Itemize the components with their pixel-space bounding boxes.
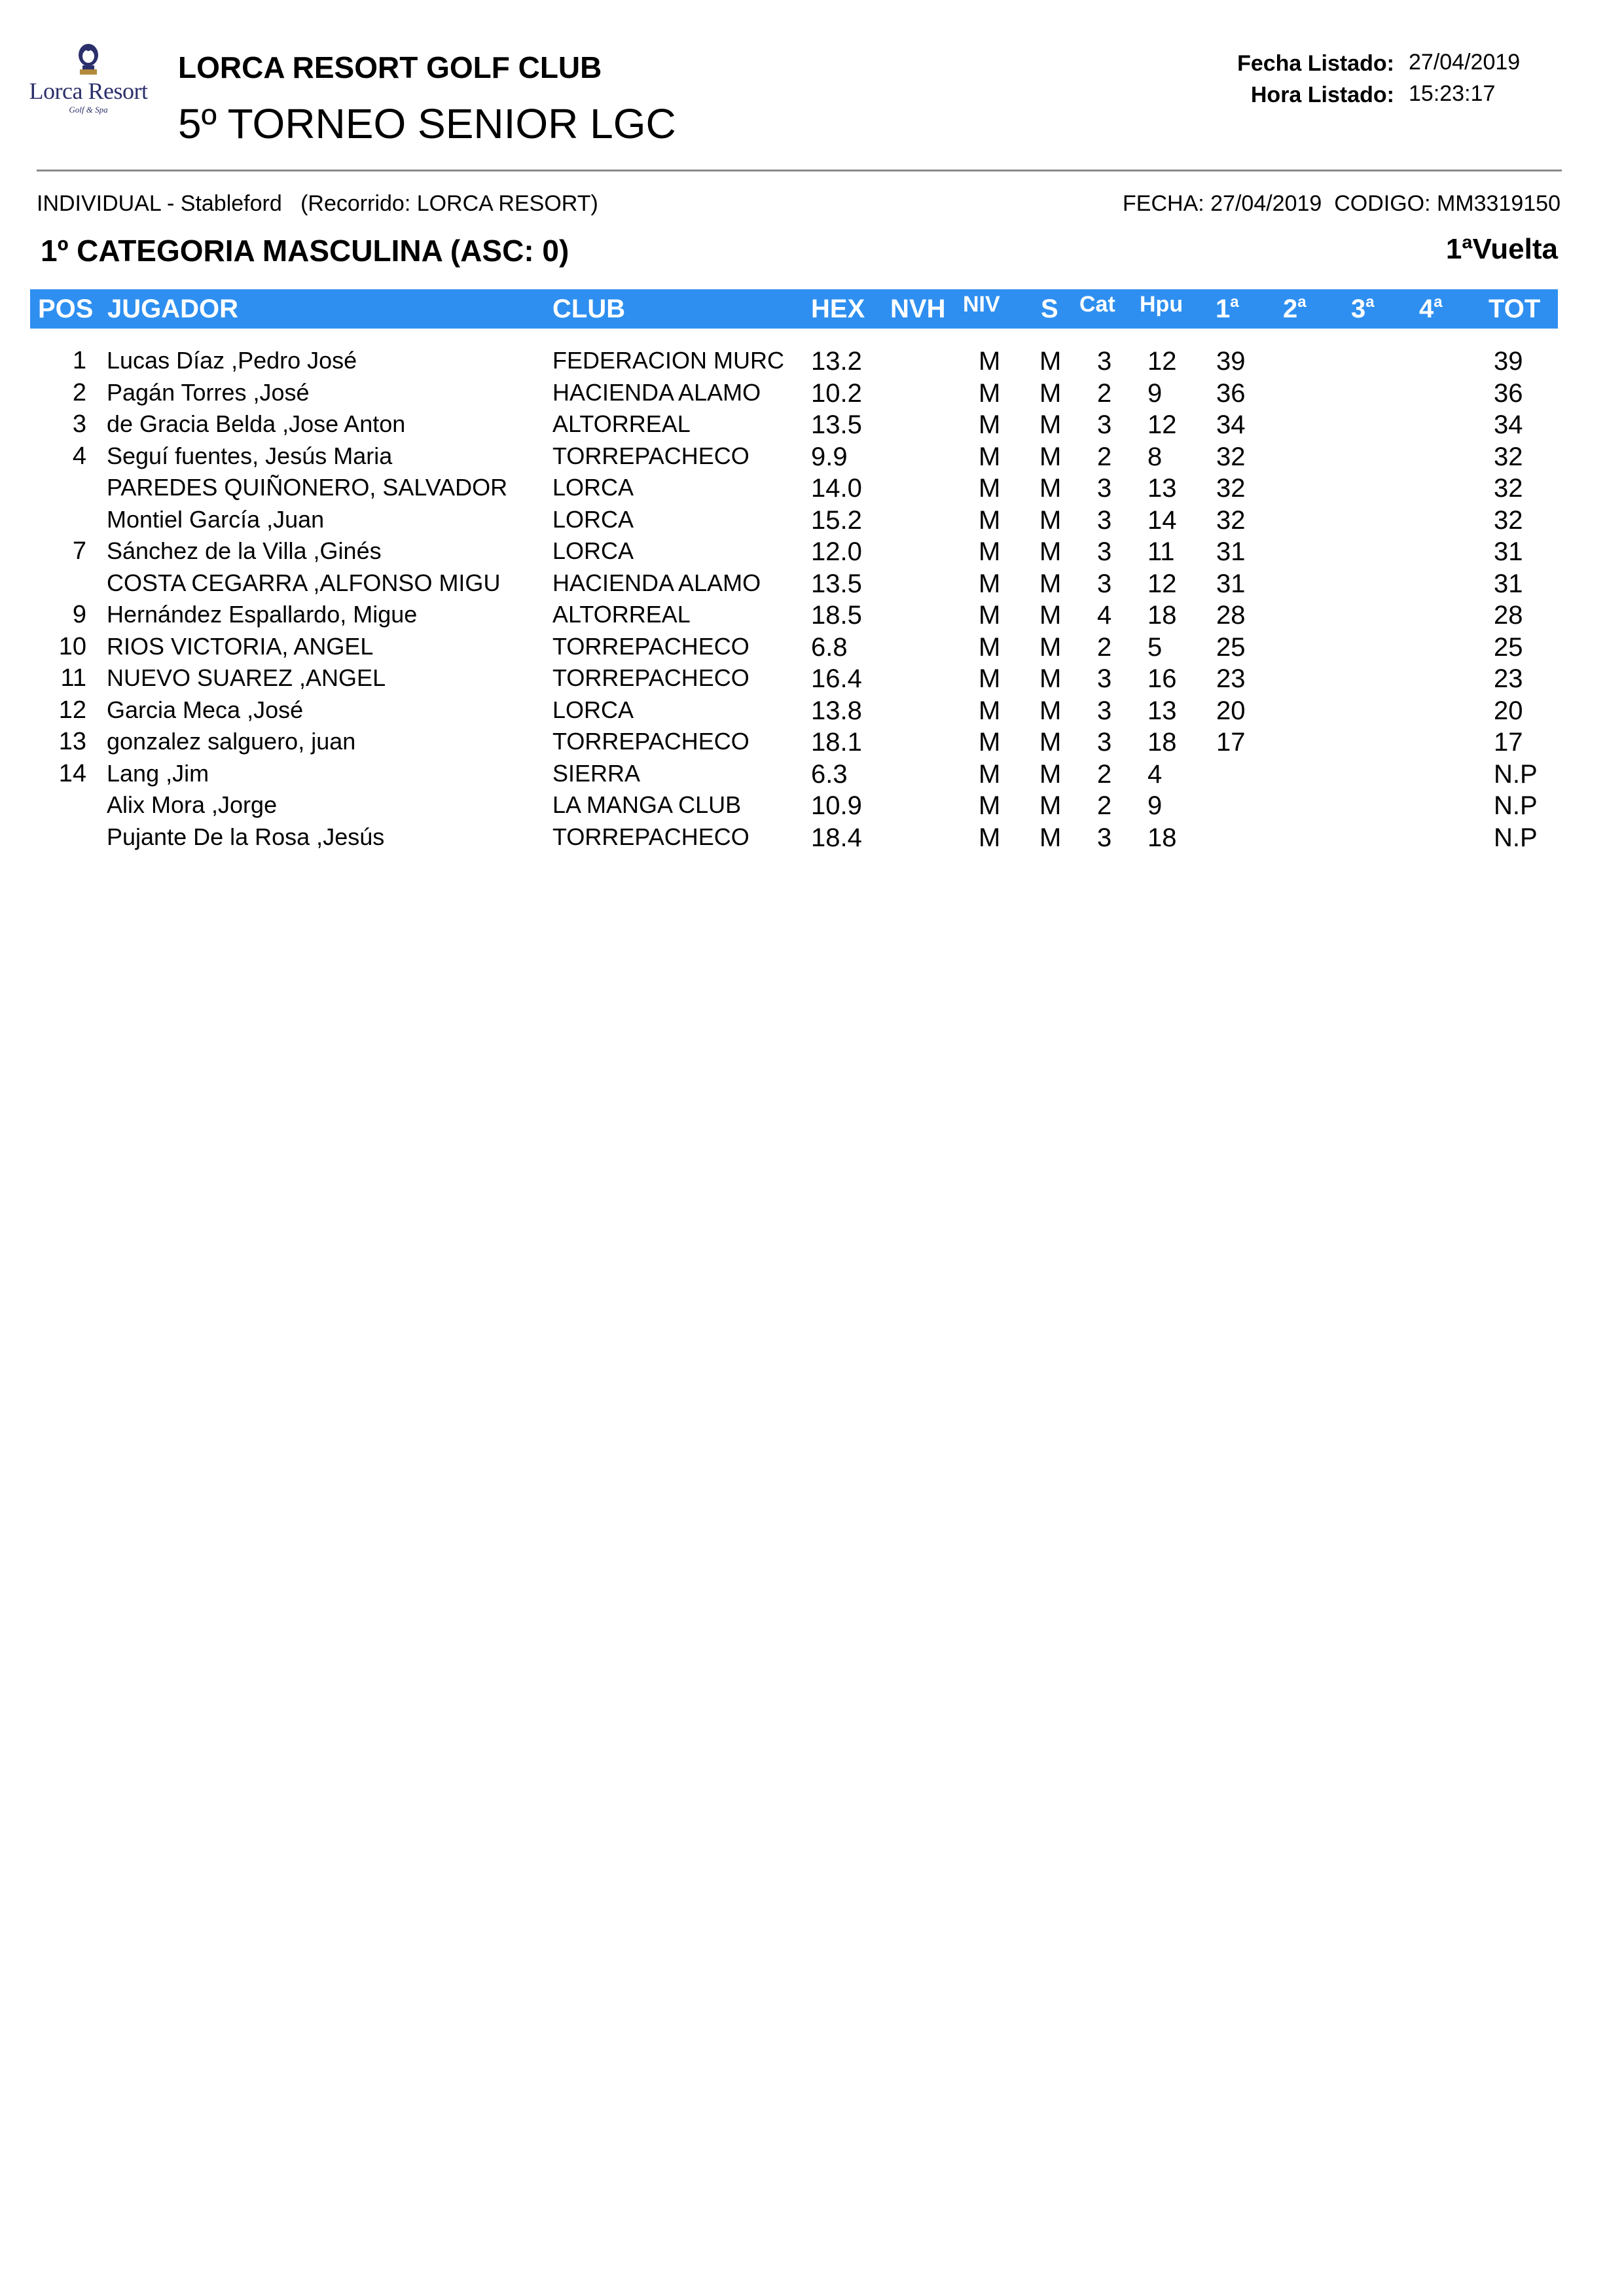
total-cell: 20 xyxy=(1494,696,1523,725)
hpu-cell: 13 xyxy=(1147,696,1177,725)
total-cell: 32 xyxy=(1494,505,1523,535)
s-cell: M xyxy=(1039,442,1062,471)
player-club: TORREPACHECO xyxy=(552,442,749,469)
col-niv: NIV xyxy=(963,292,1000,317)
hora-listado-label: Hora Listado: xyxy=(1250,82,1394,107)
player-name: Alix Mora ,Jorge xyxy=(107,791,278,818)
hpu-cell: 5 xyxy=(1147,632,1163,662)
niv-cell: M xyxy=(979,347,1001,376)
hpu-cell: 4 xyxy=(1147,759,1163,789)
hpu-cell: 13 xyxy=(1147,474,1177,503)
niv-cell: M xyxy=(979,759,1001,789)
s-cell: M xyxy=(1039,696,1062,725)
round-1-cell: 32 xyxy=(1216,505,1246,535)
col-round-3-ord: a xyxy=(1365,293,1375,311)
pos-cell: 9 xyxy=(72,601,86,628)
player-name: PAREDES QUIÑONERO, SALVADOR xyxy=(107,474,508,501)
table-row xyxy=(0,823,1624,855)
total-cell: N.P xyxy=(1494,759,1538,789)
col-round-4 xyxy=(1419,295,1443,324)
col-round-1 xyxy=(1216,295,1239,324)
hpu-cell: 16 xyxy=(1147,664,1177,693)
niv-cell: M xyxy=(979,442,1001,471)
player-name: Hernández Espallardo, Migue xyxy=(107,601,418,628)
niv-cell: M xyxy=(979,505,1001,535)
round-1-cell: 20 xyxy=(1216,696,1246,725)
total-cell: 28 xyxy=(1494,601,1523,630)
hpu-cell: 12 xyxy=(1147,569,1177,598)
s-cell: M xyxy=(1039,759,1062,789)
total-cell: 34 xyxy=(1494,410,1523,439)
cat-cell: 3 xyxy=(1097,537,1112,566)
col-round-2 xyxy=(1283,295,1307,324)
table-row xyxy=(0,569,1624,601)
hex-cell: 10.2 xyxy=(811,378,862,408)
s-cell: M xyxy=(1039,474,1062,503)
col-nvh: NVH xyxy=(890,295,946,323)
hex-cell: 6.8 xyxy=(811,632,848,662)
table-row xyxy=(0,506,1624,538)
cat-cell: 3 xyxy=(1097,696,1112,725)
hpu-cell: 9 xyxy=(1147,791,1163,820)
player-name: Seguí fuentes, Jesús Maria xyxy=(107,442,393,469)
hpu-cell: 18 xyxy=(1147,823,1177,852)
col-round-4-ord: a xyxy=(1434,293,1443,311)
player-club: ALTORREAL xyxy=(552,410,691,437)
total-cell: 25 xyxy=(1494,632,1523,662)
player-club: TORREPACHECO xyxy=(552,823,749,850)
pos-cell: 7 xyxy=(72,537,86,565)
hex-cell: 13.5 xyxy=(811,569,862,598)
hex-cell: 12.0 xyxy=(811,537,862,566)
table-row xyxy=(0,474,1624,506)
player-club: FEDERACION MURC xyxy=(552,347,785,374)
col-s: S xyxy=(1041,295,1058,323)
column-header-band xyxy=(30,289,1558,329)
hora-listado-value: 15:23:17 xyxy=(1409,81,1496,106)
total-cell: 17 xyxy=(1494,728,1523,757)
player-name: Pagán Torres ,José xyxy=(107,378,310,406)
player-name: de Gracia Belda ,Jose Anton xyxy=(107,410,406,437)
hex-cell: 18.1 xyxy=(811,728,862,757)
hpu-cell: 18 xyxy=(1147,728,1177,757)
player-name: RIOS VICTORIA, ANGEL xyxy=(107,632,374,660)
cat-cell: 3 xyxy=(1097,728,1112,757)
hpu-cell: 8 xyxy=(1147,442,1163,471)
s-cell: M xyxy=(1039,728,1062,757)
competition-format: INDIVIDUAL - Stableford (Recorrido: LORCA RESORT) xyxy=(37,191,598,216)
table-row xyxy=(0,442,1624,475)
pos-cell: 12 xyxy=(58,696,86,724)
player-club: SIERRA xyxy=(552,759,641,787)
total-cell: 23 xyxy=(1494,664,1523,693)
col-jugador: JUGADOR xyxy=(107,295,239,323)
table-row xyxy=(0,537,1624,569)
niv-cell: M xyxy=(979,696,1001,725)
pos-cell: 14 xyxy=(58,759,86,787)
hex-cell: 18.5 xyxy=(811,601,862,630)
hex-cell: 14.0 xyxy=(811,474,862,503)
round-1-cell: 32 xyxy=(1216,474,1246,503)
round-label: 1ªVuelta xyxy=(1445,233,1558,265)
hpu-cell: 11 xyxy=(1147,537,1175,566)
round-1-cell: 36 xyxy=(1216,378,1246,408)
cat-cell: 2 xyxy=(1097,632,1112,662)
round-1-cell: 28 xyxy=(1216,601,1246,630)
player-club: TORREPACHECO xyxy=(552,632,749,660)
club-logo xyxy=(26,41,151,113)
cat-cell: 3 xyxy=(1097,410,1112,439)
fecha-listado-value: 27/04/2019 xyxy=(1409,50,1521,75)
round-1-cell: 31 xyxy=(1216,537,1246,566)
col-round-2-num: 2 xyxy=(1283,295,1298,323)
hex-cell: 15.2 xyxy=(811,505,862,535)
pos-cell: 1 xyxy=(72,347,86,374)
pos-cell: 13 xyxy=(58,728,86,755)
player-name: Lang ,Jim xyxy=(107,759,209,787)
table-row xyxy=(0,633,1624,665)
round-1-cell: 31 xyxy=(1216,569,1246,598)
col-hex: HEX xyxy=(811,295,865,323)
cat-cell: 4 xyxy=(1097,601,1112,630)
player-club: LORCA xyxy=(552,696,634,723)
col-round-4-num: 4 xyxy=(1419,295,1434,323)
player-name: COSTA CEGARRA ,ALFONSO MIGU xyxy=(107,569,501,596)
col-round-3 xyxy=(1351,295,1375,324)
s-cell: M xyxy=(1039,378,1062,408)
hpu-cell: 12 xyxy=(1147,347,1177,376)
cat-cell: 3 xyxy=(1097,505,1112,535)
niv-cell: M xyxy=(979,537,1001,566)
total-cell: 32 xyxy=(1494,442,1523,471)
col-cat: Cat xyxy=(1079,292,1115,317)
cat-cell: 2 xyxy=(1097,442,1112,471)
results-table xyxy=(0,347,1624,855)
player-name: Garcia Meca ,José xyxy=(107,696,304,723)
table-row xyxy=(0,791,1624,823)
round-1-cell: 23 xyxy=(1216,664,1246,693)
col-round-2-ord: a xyxy=(1297,293,1307,311)
round-1-cell: 34 xyxy=(1216,410,1246,439)
logo-name: Lorca Resort xyxy=(29,78,148,104)
total-cell: 31 xyxy=(1494,569,1523,598)
pos-cell: 3 xyxy=(72,410,86,438)
hpu-cell: 9 xyxy=(1147,378,1163,408)
cat-cell: 2 xyxy=(1097,378,1112,408)
player-name: NUEVO SUAREZ ,ANGEL xyxy=(107,664,386,691)
table-row xyxy=(0,696,1624,728)
player-name: Montiel García ,Juan xyxy=(107,505,325,533)
niv-cell: M xyxy=(979,474,1001,503)
col-hpu: Hpu xyxy=(1140,292,1183,317)
logo-subtitle: Golf & Spa xyxy=(69,105,108,115)
niv-cell: M xyxy=(979,791,1001,820)
table-row xyxy=(0,379,1624,411)
cat-cell: 2 xyxy=(1097,791,1112,820)
col-round-3-num: 3 xyxy=(1351,295,1366,323)
player-club: TORREPACHECO xyxy=(552,664,749,691)
s-cell: M xyxy=(1039,569,1062,598)
fecha-codigo: FECHA: 27/04/2019 CODIGO: MM3319150 xyxy=(1123,191,1561,216)
cat-cell: 3 xyxy=(1097,347,1112,376)
hex-cell: 18.4 xyxy=(811,823,862,852)
total-cell: 31 xyxy=(1494,537,1523,566)
fecha-listado-label: Fecha Listado: xyxy=(1237,51,1394,76)
niv-cell: M xyxy=(979,601,1001,630)
table-row xyxy=(0,664,1624,696)
round-1-cell: 32 xyxy=(1216,442,1246,471)
pos-cell: 2 xyxy=(72,378,86,406)
player-club: HACIENDA ALAMO xyxy=(552,569,761,596)
cat-cell: 3 xyxy=(1097,823,1112,852)
s-cell: M xyxy=(1039,601,1062,630)
table-row xyxy=(0,728,1624,760)
player-club: LORCA xyxy=(552,537,634,564)
table-row xyxy=(0,760,1624,792)
table-row xyxy=(0,410,1624,442)
header-divider xyxy=(37,170,1562,171)
player-name: Pujante De la Rosa ,Jesús xyxy=(107,823,385,850)
total-cell: 32 xyxy=(1494,474,1523,503)
s-cell: M xyxy=(1039,791,1062,820)
round-1-cell: 39 xyxy=(1216,347,1246,376)
player-club: HACIENDA ALAMO xyxy=(552,378,761,406)
niv-cell: M xyxy=(979,569,1001,598)
niv-cell: M xyxy=(979,378,1001,408)
col-round-1-ord: a xyxy=(1230,293,1239,311)
table-row xyxy=(0,347,1624,379)
player-club: LORCA xyxy=(552,505,634,533)
hex-cell: 13.5 xyxy=(811,410,862,439)
col-round-1-num: 1 xyxy=(1216,295,1231,323)
s-cell: M xyxy=(1039,632,1062,662)
cat-cell: 2 xyxy=(1097,759,1112,789)
round-1-cell: 25 xyxy=(1216,632,1246,662)
pos-cell: 4 xyxy=(72,442,86,470)
niv-cell: M xyxy=(979,632,1001,662)
golfer-emblem-icon xyxy=(72,41,105,79)
niv-cell: M xyxy=(979,823,1001,852)
hex-cell: 9.9 xyxy=(811,442,848,471)
club-name: LORCA RESORT GOLF CLUB xyxy=(178,50,602,84)
hex-cell: 10.9 xyxy=(811,791,862,820)
hpu-cell: 12 xyxy=(1147,410,1177,439)
hpu-cell: 14 xyxy=(1147,505,1177,535)
niv-cell: M xyxy=(979,728,1001,757)
pos-cell: 10 xyxy=(58,632,86,660)
s-cell: M xyxy=(1039,537,1062,566)
total-cell: N.P xyxy=(1494,791,1538,820)
s-cell: M xyxy=(1039,347,1062,376)
s-cell: M xyxy=(1039,410,1062,439)
round-1-cell: 17 xyxy=(1216,728,1246,757)
hex-cell: 13.8 xyxy=(811,696,862,725)
player-name: Lucas Díaz ,Pedro José xyxy=(107,347,357,374)
category-title: 1º CATEGORIA MASCULINA (ASC: 0) xyxy=(41,234,569,268)
cat-cell: 3 xyxy=(1097,664,1112,693)
player-club: LORCA xyxy=(552,474,634,501)
total-cell: 36 xyxy=(1494,378,1523,408)
hex-cell: 13.2 xyxy=(811,347,862,376)
niv-cell: M xyxy=(979,410,1001,439)
cat-cell: 3 xyxy=(1097,569,1112,598)
col-pos: POS xyxy=(38,295,94,323)
player-club: TORREPACHECO xyxy=(552,728,749,755)
player-club: LA MANGA CLUB xyxy=(552,791,742,818)
player-club: ALTORREAL xyxy=(552,601,691,628)
player-name: gonzalez salguero, juan xyxy=(107,728,356,755)
niv-cell: M xyxy=(979,664,1001,693)
table-row xyxy=(0,601,1624,633)
col-club: CLUB xyxy=(552,295,626,323)
hpu-cell: 18 xyxy=(1147,601,1177,630)
tournament-title: 5º TORNEO SENIOR LGC xyxy=(178,100,676,147)
col-tot: TOT xyxy=(1489,295,1541,323)
s-cell: M xyxy=(1039,505,1062,535)
s-cell: M xyxy=(1039,823,1062,852)
player-name: Sánchez de la Villa ,Ginés xyxy=(107,537,382,564)
hex-cell: 16.4 xyxy=(811,664,862,693)
s-cell: M xyxy=(1039,664,1062,693)
cat-cell: 3 xyxy=(1097,474,1112,503)
hex-cell: 6.3 xyxy=(811,759,848,789)
pos-cell: 11 xyxy=(60,664,86,692)
total-cell: 39 xyxy=(1494,347,1523,376)
total-cell: N.P xyxy=(1494,823,1538,852)
